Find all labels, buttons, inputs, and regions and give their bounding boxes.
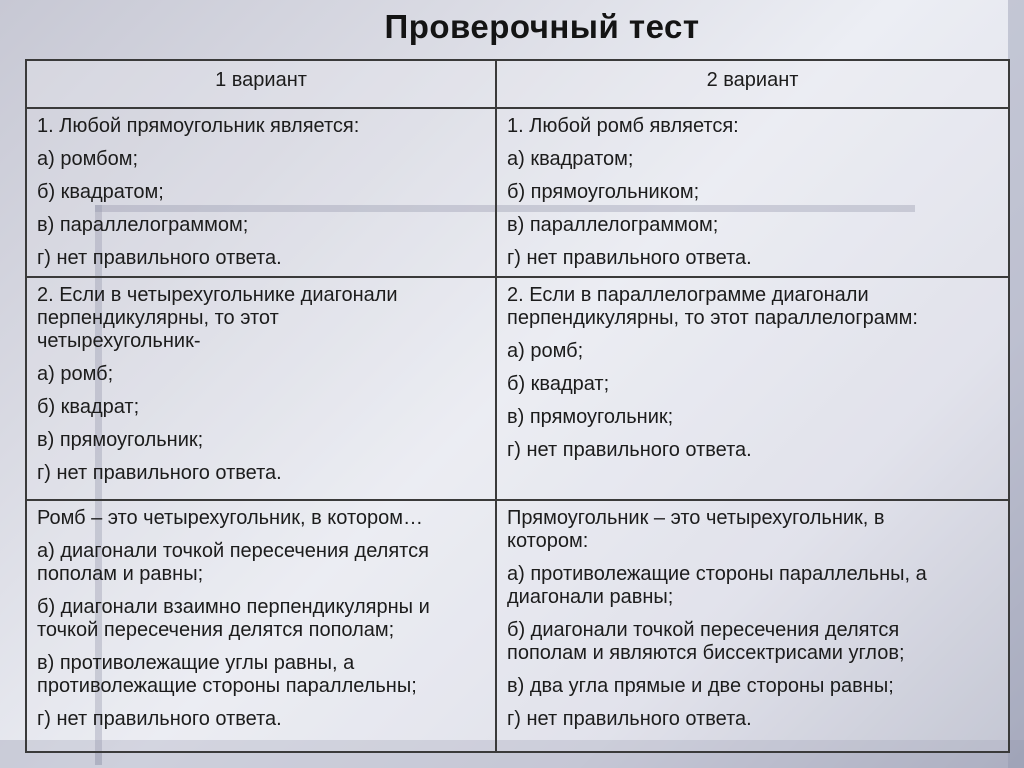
answer-option: б) диагонали точкой пересечения делятся bbox=[507, 619, 900, 641]
answer-option: в) прямоугольник; bbox=[37, 429, 204, 451]
answer-option: б) квадрат; bbox=[507, 373, 610, 395]
question-cell bbox=[496, 277, 1009, 500]
question-text: перпендикулярны, то этот bbox=[37, 307, 279, 329]
table-row bbox=[26, 108, 1009, 277]
answer-option: б) диагонали взаимно перпендикулярны и bbox=[37, 596, 430, 618]
answer-option: точкой пересечения делятся пополам; bbox=[37, 619, 395, 641]
question-cell bbox=[26, 108, 496, 277]
table-row bbox=[26, 277, 1009, 500]
question-cell bbox=[496, 500, 1009, 752]
column-header-variant-2: 2 вариант bbox=[496, 60, 1009, 108]
answer-option: г) нет правильного ответа. bbox=[507, 708, 752, 730]
answer-option: пополам и являются биссектрисами углов; bbox=[507, 642, 905, 664]
answer-option: в) прямоугольник; bbox=[507, 406, 674, 428]
answer-option: г) нет правильного ответа. bbox=[37, 247, 282, 269]
question-text: 2. Если в параллелограмме диагонали bbox=[507, 284, 869, 306]
background-stripe bbox=[1008, 0, 1024, 768]
question-text: 1. Любой прямоугольник является: bbox=[37, 115, 360, 137]
answer-option: а) диагонали точкой пересечения делятся bbox=[37, 540, 429, 562]
answer-option: г) нет правильного ответа. bbox=[507, 439, 752, 461]
answer-option: а) ромб; bbox=[507, 340, 584, 362]
answer-option: а) ромб; bbox=[37, 363, 114, 385]
answer-option: г) нет правильного ответа. bbox=[507, 247, 752, 269]
answer-option: в) параллелограммом; bbox=[507, 214, 719, 236]
table-header-row bbox=[26, 60, 1009, 108]
question-text: котором: bbox=[507, 530, 589, 552]
question-text: 2. Если в четырехугольнике диагонали bbox=[37, 284, 398, 306]
question-text: четырехугольник- bbox=[37, 330, 201, 352]
answer-option: а) ромбом; bbox=[37, 148, 138, 170]
answer-option: противолежащие стороны параллельны; bbox=[37, 675, 417, 697]
question-text: перпендикулярны, то этот параллелограмм: bbox=[507, 307, 918, 329]
question-text: Ромб – это четырехугольник, в котором… bbox=[37, 507, 424, 529]
answer-option: в) два угла прямые и две стороны равны; bbox=[507, 675, 894, 697]
answer-option: в) параллелограммом; bbox=[37, 214, 249, 236]
table-row bbox=[26, 500, 1009, 752]
answer-option: а) квадратом; bbox=[507, 148, 634, 170]
question-text: Прямоугольник – это четырехугольник, в bbox=[507, 507, 885, 529]
column-header-variant-1: 1 вариант bbox=[26, 60, 496, 108]
answer-option: б) квадратом; bbox=[37, 181, 164, 203]
answer-option: пополам и равны; bbox=[37, 563, 204, 585]
test-table bbox=[25, 59, 1010, 753]
page-title: Проверочный тест bbox=[384, 8, 700, 45]
answer-option: диагонали равны; bbox=[507, 586, 674, 608]
answer-option: б) квадрат; bbox=[37, 396, 140, 418]
answer-option: б) прямоугольником; bbox=[507, 181, 700, 203]
answer-option: а) противолежащие стороны параллельны, а bbox=[507, 563, 927, 585]
question-cell bbox=[26, 500, 496, 752]
answer-option: г) нет правильного ответа. bbox=[37, 462, 282, 484]
question-text: 1. Любой ромб является: bbox=[507, 115, 739, 137]
answer-option: г) нет правильного ответа. bbox=[37, 708, 282, 730]
question-cell bbox=[26, 277, 496, 500]
question-cell bbox=[496, 108, 1009, 277]
answer-option: в) противолежащие углы равны, а bbox=[37, 652, 355, 674]
